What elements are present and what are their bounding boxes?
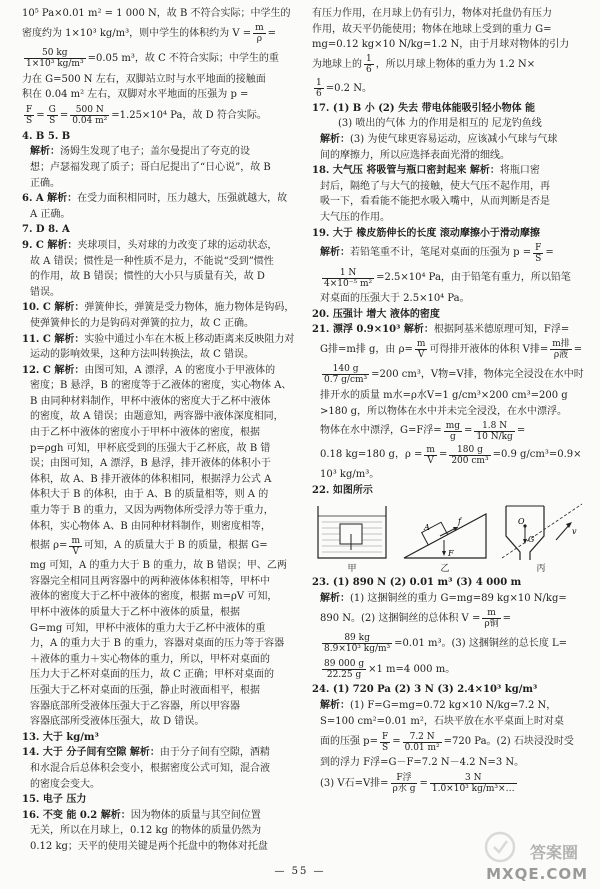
fraction: $\frac{F}{S}$ [535, 242, 542, 264]
answer-line: 23. (1) 890 N (2) 0.01 m³ (3) 4 000 m [312, 577, 522, 589]
text-line: 到的浮力 F浮=G－F=7.2 N－4.2 N=3 N。 [320, 757, 525, 769]
text-line: 积在 0.04 m² 左右，双脚对水平地面的压强为 p = [22, 89, 249, 101]
fraction: $\frac{89 kg}{\text{8.9×10³ kg/m³}}$ [324, 632, 391, 654]
fraction: $\frac{180 g}{\text{200 cm³}}$ [451, 444, 489, 466]
label-O: O [518, 517, 525, 527]
explanation-line: 解析：(1) F=G=mg=0.72 kg×10 N/kg=7.2 N， [320, 700, 557, 712]
beaker-diagram [312, 500, 392, 564]
text-line: 使弹簧伸长的力是钩码对弹簧的拉力，故 C 正确。 [30, 317, 255, 329]
text-line: 误；由图可知，A 漂浮，B 悬浮，排开液体的体积小于 [30, 458, 271, 470]
fraction: $\frac{\text{m排}}{\text{ρ液}}$ [552, 339, 570, 361]
text-line: 密度；B 悬浮，B 的密度等于乙液体的密度，实心物体 A、 [30, 380, 292, 392]
text-line: 无关，所以在月球上，0.12 kg 的物体的质量仍然为 [30, 825, 262, 837]
text-line: 的作用，故 B 错误；惯性的大小只与质量有关，故 D [30, 271, 265, 283]
answer-line: 21. 漂浮 0.9×10³ 解析：根据阿基米德原理可知，F浮= [312, 324, 570, 336]
text-line: 容器完全相同且两容器中的两种液体体积相等，甲杯中 [30, 575, 270, 587]
fraction: $\frac{1}{6}$ [316, 78, 322, 100]
answer-line: 7. D 8. A [22, 224, 70, 236]
text-line: 排开水的质量 m水=ρ水V=1 g/cm³×200 cm³=200 g [320, 389, 568, 401]
formula-line: 物体在水中漂浮，G=F浮= $\frac{mg}{g}$ = $\frac{1.8 N}{10 N/kg}$ = [320, 420, 526, 442]
label-v: v [572, 527, 577, 537]
text-line: ＋液体的重力＋实心物体的重力，所以，甲杯对桌面的 [30, 653, 270, 665]
formula-line: $\frac{50 kg}{\text{1×10³ kg/m³}}$ =0.05 m³，故 C 不符合实际；中学生的重 [26, 48, 279, 70]
text-line: 10⁵ Pa×0.01 m² = 1 000 N，故 B 不符合实际；中学生的 [22, 8, 291, 19]
formula-line: $\frac{F}{S}$ = $\frac{G}{S}$ = $\frac{500 N}{\text{0.04 m²}}$ =1.25×10⁴ Pa，故 D 符合实际。 [26, 105, 267, 127]
fraction: $\frac{m}{\rho}$ [255, 23, 264, 45]
fraction: $\frac{89 000 g}{22.25 g}$ [324, 658, 365, 680]
formula-line: G排=m排 g，由 ρ= $\frac{m}{V}$ 可得排开液体的体积 V排= $\frac{\text{m排}}{\text{ρ液}}$ = [320, 339, 583, 361]
text-line: 错误。 [30, 286, 60, 298]
fraction: $\frac{3 N}{\text{1.0×10³ kg/m³×…}}$ [431, 773, 515, 795]
formula-line: 面的压强 p= $\frac{F}{S}$ = $\frac{7.2 N}{\text{0.01 m²}}$ =720 Pa。(2) 石块浸没时受 [320, 731, 574, 753]
text-line: 间的摩擦力，所以应选择表面光滑的细线。 [320, 149, 510, 161]
fraction: $\frac{50 kg}{\text{1×10³ kg/m³}}$ [26, 48, 84, 70]
text-line: 的密度会变大。 [30, 778, 100, 790]
formula-line: 0.18 kg=180 g，ρ = $\frac{m}{V}$ = $\frac{180 g}{\text{200 cm³}}$ =0.9 g/cm³=0.9× [320, 444, 582, 466]
answer-line: 16. 不变 能 0.2 解析：因为物体的质量与其空间位置 [22, 809, 261, 821]
text-line: 和水混合后总体积会变小，根据密度公式可知，混合液 [30, 762, 270, 774]
label-f: f [458, 517, 461, 527]
text-line: 力，A 的重力大于 B 的重力，容器对桌面的压力等于容器 [30, 638, 285, 650]
explanation-line: 解析：(3) 为使气球更容易运动，应该减小气球与气球 [320, 133, 558, 145]
formula-line: $\frac{89 000 g}{22.25 g}$ ×1 m=4 000 m。 [324, 658, 456, 680]
formula-line: 890 N。(2) 这捆铜丝的总体积 V = $\frac{m}{\text{ρ铜}}$ = [320, 607, 512, 629]
formula-line: $\frac{140 g}{\text{0.7 g/cm³}}$ =200 cm³，V物=V排，物体完全浸没在水中时 [324, 364, 584, 386]
fraction: $\frac{\text{F浮}}{\text{ρ水 g}}$ [392, 773, 416, 795]
figure-label: 乙 [440, 564, 450, 575]
text-line: 压力大于乙杯对桌面的压力，故 C 正确；甲杯对桌面的 [30, 669, 275, 681]
answer-line: 19. 大于 橡皮筋伸长的长度 滚动摩擦小于滑动摩擦 [312, 227, 540, 239]
text-line: 体积，实心物体 A、B 由同种材料制作，则密度相等， [30, 520, 271, 532]
answer-line: 10. C 解析：弹簧伸长，弹簧是受力物体，施力物体是钩码， [22, 302, 295, 314]
label-F: F [448, 549, 454, 559]
text-line: 想；卢瑟福发现了质子；哥白尼提出了“日心说”，故 B [30, 161, 271, 173]
answer-line: 20. 压强计 增大 液体的密度 [312, 308, 440, 320]
text-line: 容器底部所受液体压强大于乙容器，所以甲容器 [30, 700, 240, 712]
formula-line: 密度约为 1×10³ kg/m³，则中学生的体积约为 V = $\frac{m}{\rho}$ = [22, 23, 277, 45]
fraction: $\frac{m}{V}$ [71, 535, 80, 557]
text-line: 重力等于 B 的重力，又因为两物体所受浮力等于重力， [30, 505, 274, 517]
formula-line: 解析： 若铅笔重不计，笔尾对桌面的压强为 p = $\frac{F}{S}$ = [320, 242, 554, 264]
watermark-text: MXQE.COM [486, 865, 588, 883]
fraction: $\frac{1 N}{\text{4×10⁻⁵ m²}}$ [324, 267, 373, 289]
text-line: 由于乙杯中液体的密度小于甲杯中液体的密度，根据 [30, 427, 260, 439]
label-G: G [528, 535, 535, 545]
text-line: 作用，故天平仍能使用；物体在地球上受到的重力 G= [312, 23, 552, 35]
label-A: A [424, 523, 430, 533]
fraction: $\frac{m}{\text{ρ铜}}$ [484, 607, 499, 629]
left-column [22, 6, 294, 855]
fraction: $\frac{F}{S}$ [26, 105, 33, 127]
text-line: p=ρgh 可知，甲杯底受到的压强大于乙杯底，故 B 错 [30, 442, 271, 454]
text-line: 吸一下，看看能不能把水吸入嘴中，从而判断是否是 [320, 196, 550, 208]
text-line: 体积，故 A、B 排开液体的体积相同，根据浮力公式 A [30, 473, 272, 485]
text-line: mg 可知，A 的重力大于 B 的重力，故 B 错误；甲、乙两 [30, 560, 287, 572]
right-column [312, 6, 584, 797]
answer-line: 17. (1) B 小 (2) 失去 带电体能吸引轻小物体 能 [312, 102, 536, 114]
fraction: $\frac{500 N}{\text{0.04 m²}}$ [72, 105, 108, 127]
incline-diagram [400, 500, 490, 564]
figure-label: 甲 [347, 564, 357, 575]
fraction: $\frac{1}{6}$ [366, 54, 372, 76]
figure-row [312, 500, 584, 575]
text-line: 体积大于 B 的体积，由于 A、B 的质量相等，则 A 的 [30, 489, 269, 501]
figure-label: 丙 [536, 564, 546, 575]
text-line: 液体的密度大于乙杯中液体的密度，根据 m=ρV 可知， [30, 591, 278, 603]
text-line: 有压力作用，在月球上仍有引力，物体对托盘仍有压力 [312, 8, 552, 19]
answer-line: 24. (1) 720 Pa (2) 3 N (3) 2.4×10³ kg/m³ [312, 684, 538, 696]
answer-line: 6. A 解析：在受力面积相同时，压力越大，压强就越大，故 [22, 193, 288, 205]
fraction: $\frac{m}{V}$ [416, 339, 426, 361]
answer-line: 13. 大于 kg/m³ [22, 731, 99, 743]
text-line: 故 A 错误；惯性是一种性质不是力，不能说“受到”惯性 [30, 255, 274, 267]
formula-line: 根据 ρ= $\frac{m}{V}$ 可知，A 的质量大于 B 的质量，根据 G= [30, 535, 268, 557]
answer-line: 9. C 解析：夹球项目，头对球的力改变了球的运动状态， [22, 239, 278, 251]
text-line: 封后，隔绝了与大气的接触，使大气压不起作用，再 [320, 180, 550, 192]
explanation-line: 解析：汤姆生发现了电子；盖尔曼提出了夸克的设 [30, 146, 250, 158]
figure-bing [498, 500, 584, 575]
explanation-line: 解析：(1) 这捆铜丝的重力 G=mg=89 kg×10 N/kg= [320, 592, 567, 604]
answer-line: 18. 大气压 将吸管与瓶口密封起来 解析：将瓶口密 [312, 165, 540, 177]
figure-jia [312, 500, 392, 575]
answer-line: 15. 电子 压力 [22, 794, 87, 806]
text-line: 对桌面的压强大于 2.5×10⁴ Pa。 [320, 293, 470, 305]
text-line: mg=0.12 kg×10 N/kg=1.2 N，由于月球对物体的引力 [312, 39, 570, 51]
text-line: S=100 cm²=0.01 m²，石块平放在水平桌面上时对桌 [320, 715, 564, 727]
fraction: $\frac{G}{S}$ [48, 105, 56, 127]
text-line: 容器底部所受液体压强大，故 D 错误。 [30, 716, 205, 728]
figure-yi [400, 500, 490, 575]
formula-line: $\frac{1}{6}$ =0.2 N。 [316, 78, 372, 100]
text-line: >180 g，所以物体在水中并未完全浸没，在水中漂浮。 [320, 405, 568, 417]
text-span: 密度约为 1×10³ kg/m³，则中学生的体积约为 V = [22, 27, 252, 39]
funnel-diagram [498, 500, 584, 564]
answer-line: 4. B 5. B [22, 130, 71, 142]
text-line: 10³ kg/m³。 [320, 469, 380, 481]
answer-line: 14. 大于 分子间有空隙 解析：由于分子间有空隙，酒精 [22, 747, 270, 759]
formula-line: $\frac{1 N}{\text{4×10⁻⁵ m²}}$ =2.5×10⁴ Pa，由于铅笔有重力，所以铅笔 [324, 267, 571, 289]
formula-line: $\frac{89 kg}{\text{8.9×10³ kg/m³}}$ =0.01 m³。(3) 这捆铜丝的总长度 L= [324, 632, 568, 654]
text-line: A 正确。 [30, 208, 71, 220]
fraction: $\frac{140 g}{\text{0.7 g/cm³}}$ [324, 364, 368, 386]
text-line: 运动的影响效果，这种方法叫转换法，故 C 错误。 [30, 349, 255, 361]
text-line: 压强大于乙杯对桌面的压强，静止时液面相平，根据 [30, 684, 260, 696]
fraction: $\frac{mg}{g}$ [445, 420, 460, 442]
text-line: 正确。 [30, 177, 60, 189]
watermark-text-cn: 答案圈 [529, 843, 578, 862]
formula-line: (3) V石=V排= $\frac{\text{F浮}}{\text{ρ水 g}}$ = $\frac{3 N}{\text{1.0×10³ kg/m³×…}}$ [320, 773, 515, 795]
formula-line: 为地球上的 $\frac{1}{6}$ ，所以月球上物体的重力为 1.2 N× [312, 54, 536, 76]
answer-line: (3) 喷出的气体 力的作用是相互的 尼龙钓鱼线 [338, 118, 542, 130]
text-line: 力在 G=500 N 左右，双脚站立时与水平地面的接触面 [22, 73, 266, 85]
answer-line: 11. C 解析：实验中通过小车在木板上移动距离来反映阻力对 [22, 333, 295, 345]
page-number: — 55 — [274, 866, 326, 877]
text-line: B 由同种材料制作，甲杯中液体的密度大于乙杯中液体 [30, 395, 271, 407]
text-line: 甲杯中液体的质量大于乙杯中液体的质量，根据 [30, 607, 240, 618]
answer-line: 12. C 解析：由图可知，A 漂浮，A 的密度小于甲液体的 [22, 364, 276, 376]
fraction: $\frac{m}{V}$ [426, 444, 435, 466]
text-line: 的密度，故 A 错误；由题意知，两容器中液体深度相同， [30, 411, 284, 423]
answer-line: 22. 如图所示 [312, 484, 373, 496]
text-line: 大气压的作用。 [320, 211, 390, 223]
fraction: $\frac{F}{S}$ [381, 731, 389, 753]
text-line: 0.12 kg；天平的使用关键是两个托盘中的物体对托盘 [30, 840, 268, 852]
text-line: G=mg 可知，甲杯中液体的重力大于乙杯中液体的重 [30, 622, 266, 634]
fraction: $\frac{1.8 N}{10 N/kg}$ [476, 420, 513, 442]
fraction: $\frac{7.2 N}{\text{0.01 m²}}$ [404, 731, 440, 753]
